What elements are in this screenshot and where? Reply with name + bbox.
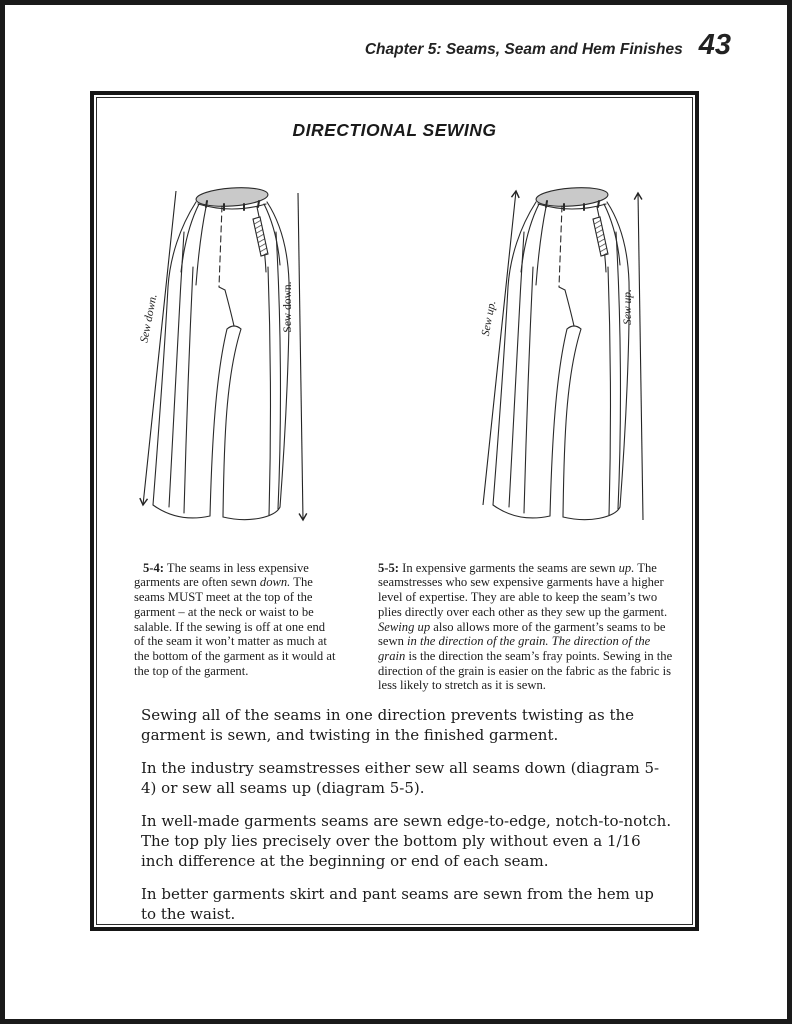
figure-5-4	[128, 177, 328, 542]
body-text	[141, 706, 673, 937]
figure-caption-5-5: 5-5: In expensive garments the seams are sewn up. The seamstresses who sew expensive garments have a higher level of expertise. They are able to keep the seam’s two plies directly over each other as they sew up the garment. Sewing up also allows more of the garment’s seams to be sewn in the direction of the grain. The direction of the grain is the direction the seam’s fray points. Sewing in the direction of the grain is easier on the fabric as the fabric is less likely to stretch as it is sewn.	[378, 560, 673, 693]
running-header	[5, 29, 731, 62]
body-paragraph: In well-made garments seams are sewn edge-to-edge, notch-to-notch. The top ply lies precisely over the bottom ply without even a 1/16 inch difference at the beginning or end of each seam.	[141, 811, 672, 870]
pocket-welt	[593, 217, 608, 256]
pocket-welt	[253, 217, 268, 256]
sew-label-left: Sew up.	[479, 299, 499, 338]
fly-stitch-line	[559, 206, 562, 287]
trousers-diagram-sew-down	[128, 177, 328, 542]
body-paragraph: Sewing all of the seams in one direction prevents twisting as the garment is sewn, and twisting in the finished garment.	[141, 706, 635, 744]
trousers-illustration	[493, 186, 629, 520]
body-paragraph: In better garments skirt and pant seams are sewn from the hem up to the waist.	[141, 884, 654, 923]
sew-label-right: Sew up.	[622, 289, 634, 325]
sew-arrow-right	[638, 193, 643, 520]
sew-label-left: Sew down.	[138, 293, 160, 344]
page-number: 43	[698, 29, 731, 61]
figure-5-5	[468, 177, 668, 542]
fly-stitch-line	[219, 206, 222, 287]
content-frame-inner	[96, 97, 693, 925]
body-paragraph: In the industry seamstresses either sew all seams down (diagram 5-4) or sew all seams up (diagram 5-5).	[141, 758, 660, 797]
sew-label-right: Sew down.	[282, 281, 294, 333]
figure-caption-5-4: 5-4: The seams in less expensive garments are often sewn down. The seams MUST meet at the top of the garment – at the neck or waist to be salable. If the sewing is off at one end of the seam it won’t matter as much at the bottom of the garment as it would at the top of the garment.	[134, 560, 336, 678]
content-frame	[90, 91, 699, 931]
section-title: DIRECTIONAL SEWING	[292, 120, 497, 140]
trousers-diagram-sew-up	[468, 177, 668, 542]
chapter-title: Chapter 5: Seams, Seam and Hem Finishes	[364, 41, 683, 58]
sew-arrow-right	[298, 193, 303, 520]
trousers-illustration	[153, 186, 289, 520]
